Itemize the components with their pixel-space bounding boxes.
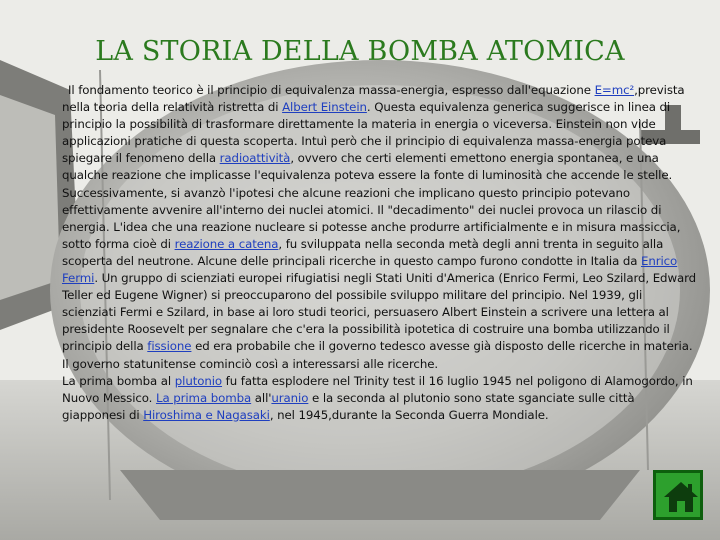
slide-title: LA STORIA DELLA BOMBA ATOMICA — [95, 36, 625, 67]
paragraph-text: Il fondamento teorico è il principio di equivalenza massa-energia, espresso dall'equazione — [68, 83, 595, 97]
paragraph-text: . Un gruppo di scienziati europei rifugiatisi negli Stati Uniti d'America (Enrico Fermi, Leo Szilard, Edward Teller ed Eugene Wigner) si preoccuparono del possibile sviluppo militare del principio. Nel 1939, gli scienziati Fermi e Szilard, in base ai loro studi teorici, persuasero Albert Einstein a scrivere una lettera al presidente Roosevelt per segnalare che c'era la possibilità ipotetica di costruire una bomba utilizzando il principio della — [62, 271, 697, 354]
hyperlink[interactable]: plutonio — [174, 373, 223, 388]
home-button[interactable] — [653, 470, 703, 520]
body-paragraph — [62, 82, 698, 185]
hyperlink[interactable]: E=mc² — [594, 83, 635, 97]
paragraph-text: fu fatta esplodere nel Trinity test il 16 luglio 1945 nel poligono di Alamogordo, in Nuovo Messico. — [62, 373, 693, 405]
body-paragraph — [62, 185, 698, 373]
hyperlink[interactable]: reazione a catena — [174, 236, 279, 251]
body-paragraph — [62, 373, 698, 424]
paragraph-text: , fu sviluppata nella seconda metà degli anni trenta in seguito alla scoperta del neutrone. Alcune delle principali ricerche in questo campo furono condotte in Italia da — [62, 236, 664, 268]
paragraph-text: . Questa equivalenza generica suggerisce in linea di principio la possibilità di trasformare direttamente la materia in energia o viceversa. Einstein non vide applicazioni pratiche di questa scoperta. Intuì però che il principio di equivalenza massa-energia poteva spiegare il fenomeno della — [62, 100, 671, 166]
hyperlink[interactable]: radioattività — [219, 151, 291, 166]
paragraph-text: ed era probabile che il governo tedesco avesse già disposto delle ricerche in materia. Il governo statunitense cominciò così a interessarsi alle ricerche. — [62, 339, 693, 371]
paragraph-text: all' — [251, 390, 272, 405]
paragraph-text: La prima bomba al — [62, 373, 175, 388]
hyperlink[interactable]: Hiroshima e Nagasaki — [143, 407, 270, 422]
body-text — [62, 82, 698, 424]
paragraph-text: ,prevista nella teoria della relatività ristretta di — [62, 83, 685, 115]
paragraph-text: Successivamente, si avanzò l'ipotesi che alcune reazioni che implicano questo principio potevano effettivamente avvenire all'interno dei nuclei atomici. Il "decadimento" dei nuclei provoca un rilascio di energia. L'idea che una reazione nucleare si potesse anche produrre artificialmente e in misura massiccia, sotto forma cioè di — [62, 185, 681, 251]
hyperlink[interactable]: uranio — [271, 390, 309, 405]
hyperlink[interactable]: La prima bomba — [155, 390, 252, 405]
paragraph-text: , ovvero che certi elementi emettono energia spontanea, e una qualche reazione che implicasse l'equivalenza poteva essere la fonte di luminosità che accende le stelle. — [62, 151, 673, 183]
hyperlink[interactable]: Albert Einstein — [282, 100, 367, 115]
hyperlink[interactable]: fissione — [147, 339, 192, 354]
hyperlink[interactable]: Enrico Fermi — [62, 253, 678, 286]
paragraph-text: e la seconda al plutonio sono state sganciate sulle città giapponesi di — [62, 390, 635, 422]
home-icon — [662, 479, 700, 515]
paragraph-text: , nel 1945,durante la Seconda Guerra Mondiale. — [269, 407, 549, 422]
